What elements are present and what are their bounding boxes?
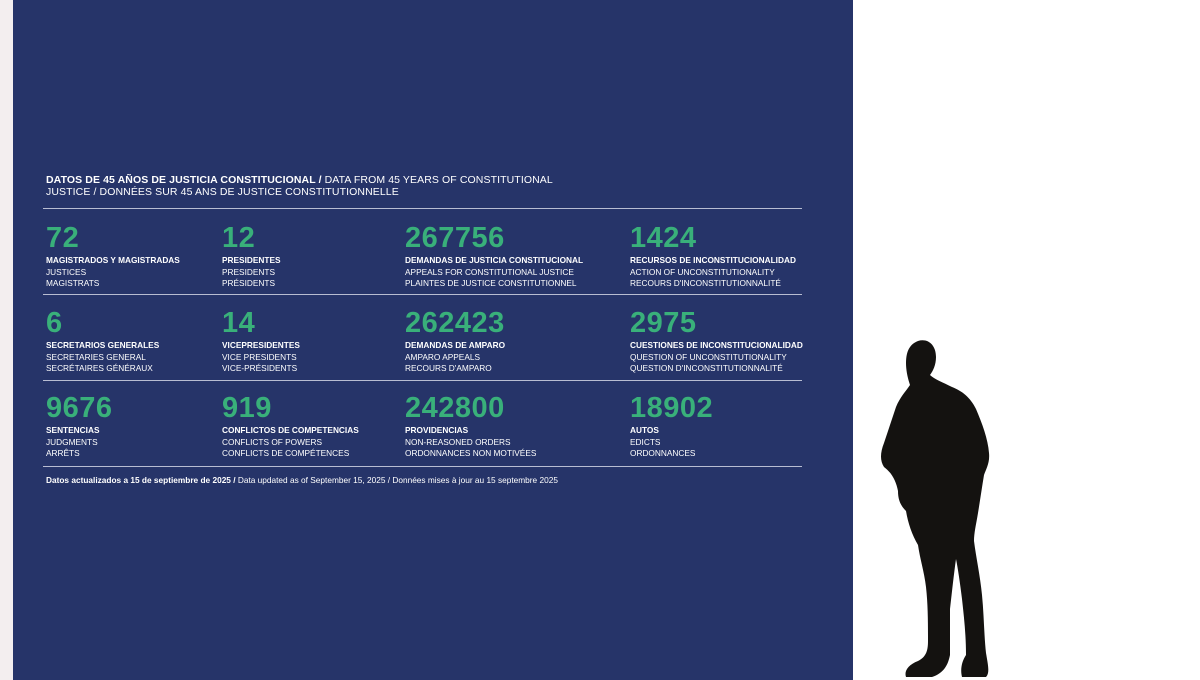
person-silhouette-icon	[870, 335, 1000, 680]
divider-row-1	[43, 294, 802, 295]
stat-label-fr: RECOURS D'INCONSTITUTIONNALITÉ	[630, 278, 781, 288]
stat-label-fr: MAGISTRATS	[46, 278, 100, 288]
divider-top	[43, 208, 802, 209]
stat-label-fr: ARRÊTS	[46, 448, 80, 458]
stat-label-fr: CONFLICTS DE COMPÉTENCES	[222, 448, 350, 458]
divider-row-2	[43, 380, 802, 381]
stat-label-fr: QUESTION D'INCONSTITUTIONNALITÉ	[630, 363, 783, 373]
stat-label-fr: VICE-PRÉSIDENTS	[222, 363, 298, 373]
stat-label-fr: PRÉSIDENTS	[222, 278, 276, 288]
stat-label-es: RECURSOS DE INCONSTITUCIONALIDAD	[630, 255, 796, 265]
stat-value: 262423	[405, 307, 505, 339]
stat-value: 6	[46, 307, 63, 339]
stat-label-es: SECRETARIOS GENERALES	[46, 340, 160, 350]
stat-label-es: PROVIDENCIAS	[405, 425, 469, 435]
stat-label-en: PRESIDENTS	[222, 266, 276, 277]
stat-label-es: PRESIDENTES	[222, 255, 281, 265]
stat-label-fr: SECRÉTAIRES GÉNÉRAUX	[46, 363, 153, 373]
stat-unconstitutionality-questions	[630, 308, 850, 375]
stat-value: 18902	[630, 392, 714, 424]
footnote-rest: Data updated as of September 15, 2025 / Données mises à jour au 15 septembre 2025	[235, 475, 558, 485]
stat-label-en: VICE PRESIDENTS	[222, 351, 297, 362]
stat-constitutional-appeals	[405, 223, 625, 290]
stat-value: 2975	[630, 307, 697, 339]
stat-label-es: DEMANDAS DE JUSTICIA CONSTITUCIONAL	[405, 255, 584, 265]
stat-label-en: QUESTION OF UNCONSTITUTIONALITY	[630, 351, 787, 362]
stat-label-en: NON-REASONED ORDERS	[405, 436, 511, 447]
stat-label-es: CONFLICTOS DE COMPETENCIAS	[222, 425, 359, 435]
stat-label-es: MAGISTRADOS Y MAGISTRADAS	[46, 255, 180, 265]
silhouette-shape	[881, 340, 989, 677]
stats-panel	[13, 0, 853, 680]
stat-label-en: JUDGMENTS	[46, 436, 98, 447]
stat-label-en: SECRETARIES GENERAL	[46, 351, 146, 362]
stat-label-fr: ORDONNANCES	[630, 448, 696, 458]
stat-edicts	[630, 393, 850, 460]
stat-label-fr: RECOURS D'AMPARO	[405, 363, 492, 373]
stat-value: 267756	[405, 222, 505, 254]
stat-label-fr: ORDONNANCES NON MOTIVÉES	[405, 448, 537, 458]
stat-value: 1424	[630, 222, 697, 254]
stat-non-reasoned-orders	[405, 393, 625, 460]
stat-label-es: SENTENCIAS	[46, 425, 100, 435]
stat-label-es: DEMANDAS DE AMPARO	[405, 340, 506, 350]
stat-amparo-appeals	[405, 308, 625, 375]
stat-value: 242800	[405, 392, 505, 424]
stat-value: 72	[46, 222, 80, 254]
stat-label-es: AUTOS	[630, 425, 659, 435]
stat-value: 919	[222, 392, 272, 424]
stat-label-en: JUSTICES	[46, 266, 87, 277]
heading-lead: DATOS DE 45 AÑOS DE JUSTICIA CONSTITUCIONAL /	[46, 174, 322, 186]
stat-label-en: ACTION OF UNCONSTITUTIONALITY	[630, 266, 775, 277]
update-footnote	[46, 475, 806, 486]
stat-label-fr: PLAINTES DE JUSTICE CONSTITUTIONNEL	[405, 278, 577, 288]
stat-label-en: EDICTS	[630, 436, 661, 447]
stat-unconstitutionality-actions	[630, 223, 850, 290]
stat-label-es: CUESTIONES DE INCONSTITUCIONALIDAD	[630, 340, 803, 350]
left-margin-strip	[0, 0, 13, 680]
stat-label-en: AMPARO APPEALS	[405, 351, 481, 362]
divider-bottom	[43, 466, 802, 467]
heading-rest: DATA FROM 45 YEARS OF CONSTITUTIONAL JUSTICE / DONNÉES SUR 45 ANS DE JUSTICE CONSTITUTIONNELLE	[46, 174, 553, 198]
panel-heading	[46, 174, 566, 198]
stat-label-es: VICEPRESIDENTES	[222, 340, 300, 350]
stat-label-en: APPEALS FOR CONSTITUTIONAL JUSTICE	[405, 266, 574, 277]
footnote-lead: Datos actualizados a 15 de septiembre de 2025 /	[46, 475, 236, 485]
stat-label-en: CONFLICTS OF POWERS	[222, 436, 323, 447]
stat-value: 14	[222, 307, 256, 339]
stat-value: 9676	[46, 392, 113, 424]
stat-value: 12	[222, 222, 256, 254]
